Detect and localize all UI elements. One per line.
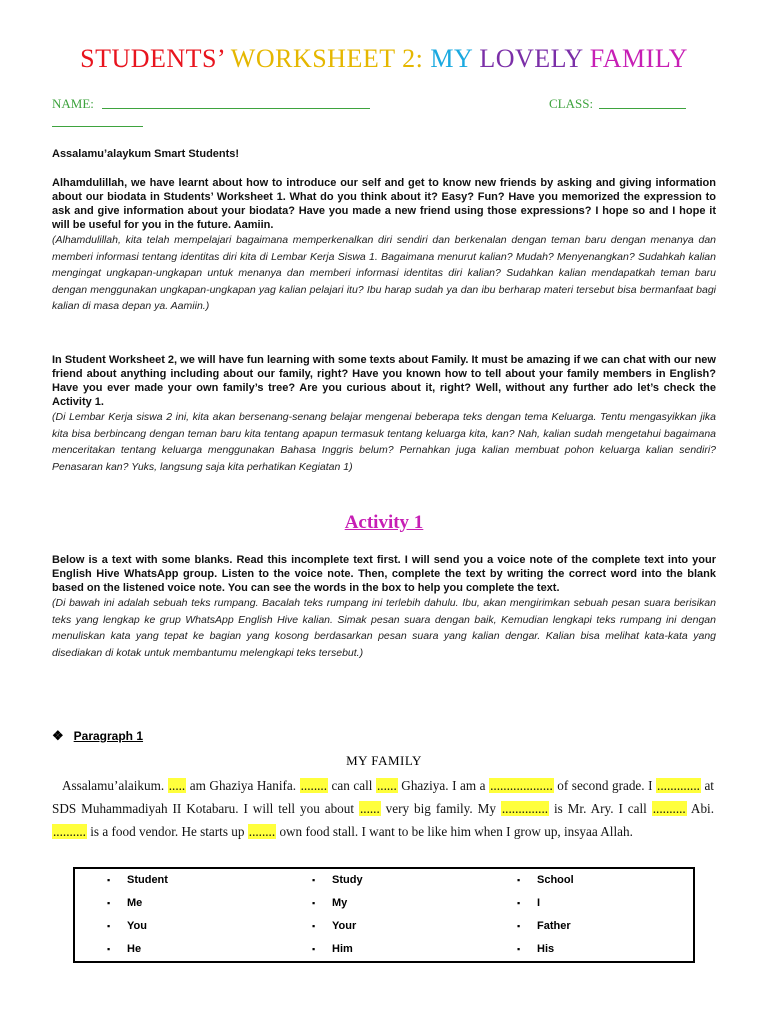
worksheet-title [0, 44, 768, 74]
story-text: Assalamu’alaikum. [62, 778, 168, 793]
intro-paragraph-1 [52, 176, 716, 315]
intro-p2-indonesian: (Di Lembar Kerja siswa 2 ini, kita akan bersenang-senang belajar mengenai beberapa teks dengan tema Keluarga. Tentu mengasyikkan jika kita bisa berbincang dengan teman baru kita tentang apapun termasuk tentang keluarga kita, kan? Nah, kalian sudah mengetahui bagaimana menceritakan tentang keluarga menggunakan Bahasa Inggris belum? Pernahkan juga kalian membuat pohon keluarga kalian sendiri? Penasaran kan? Yuks, langsung saja kita perhatikan Kegiatan 1) [52, 411, 716, 473]
square-bullet-icon: ▪ [107, 875, 111, 885]
story-text: own food stall. I want to be like him when I grow up, insyaa Allah. [276, 824, 633, 839]
square-bullet-icon: ▪ [107, 898, 111, 908]
activity-heading-text: Activity 1 [344, 512, 424, 533]
intro-p2-english: In Student Worksheet 2, we will have fun learning with some texts about Family. It must be amazing if we can chat with our new friend about anything including about our family, right? Have you known how to tell about your family members in English? Have you ever made your own family’s tree? Are you curious about it, right? Well, without any further ado let’s check the Activity 1. [52, 354, 716, 408]
word-option [312, 897, 347, 909]
name-line-continued[interactable] [52, 126, 143, 127]
word-option-label: His [537, 943, 555, 955]
word-option-label: School [537, 874, 574, 886]
word-option [517, 920, 571, 932]
square-bullet-icon: ▪ [312, 875, 316, 885]
word-option-label: Student [127, 874, 168, 886]
word-box [73, 867, 695, 963]
story-text: at SDS Muhammadiyah II Kotabaru. I will tell you about [52, 778, 714, 816]
word-option-label: Father [537, 920, 571, 932]
square-bullet-icon: ▪ [312, 898, 316, 908]
square-bullet-icon: ▪ [107, 921, 111, 931]
story-text: very big family. My [380, 801, 501, 816]
fill-in-blank[interactable]: .............. [501, 801, 549, 816]
fill-in-blank[interactable]: ........ [248, 824, 276, 839]
paragraph-1-heading [52, 728, 143, 744]
word-option-label: Me [127, 897, 143, 909]
square-bullet-icon: ▪ [517, 921, 521, 931]
story-text: of second grade. I [553, 778, 657, 793]
greeting-block [52, 147, 716, 161]
word-option [312, 943, 353, 955]
square-bullet-icon: ▪ [517, 898, 521, 908]
story-text: is a food vendor. He starts up [86, 824, 248, 839]
title-part-family: FAMILY [589, 44, 688, 73]
word-option [107, 943, 141, 955]
title-part-lovely: LOVELY [479, 44, 583, 73]
word-option-label: I [537, 897, 541, 909]
square-bullet-icon: ▪ [517, 944, 521, 954]
fill-in-blank[interactable]: ............. [657, 778, 700, 793]
story-title: MY FAMILY [346, 753, 422, 768]
intro-p1-indonesian: (Alhamdulillah, kita telah mempelajari bagaimana memperkenalkan diri sendiri dan berkenalan dengan teman baru dengan menanya dan memberi informasi tentang identitas diri kita di Lembar Kerja Siswa 1. Bagaimana menurut kalian? Mudah? Menyenangkan? Sudahkah kalian mengingat ungkapan-ungkapan untuk menanya dan memberi informasi identitas diri kalian? Sudahkan kalian mendapatkah teman baru dengan menggunakan ungkapan-ungkapan yag kalian pelajari itu? Ibu harap sudah ya dan ibu berharap materi tersebut bisa bermanfaat bagi kalian di masa depan ya. Aamiin.) [52, 234, 716, 312]
word-option-label: Study [332, 874, 363, 886]
story-text: is Mr. Ary. I call [549, 801, 652, 816]
fill-in-blank[interactable]: ...... [376, 778, 397, 793]
word-option-label: My [332, 897, 348, 909]
word-option-label: You [127, 920, 147, 932]
square-bullet-icon: ▪ [107, 944, 111, 954]
activity-heading [0, 512, 768, 534]
title-part-my: MY [430, 44, 473, 73]
word-option [517, 943, 554, 955]
fill-in-blank[interactable]: .......... [53, 824, 86, 839]
name-line[interactable] [102, 108, 370, 109]
story-text: Ghaziya. I am a [397, 778, 490, 793]
diamond-bullet-icon: ❖ [52, 728, 64, 743]
fill-in-blank[interactable]: ...... [359, 801, 380, 816]
fill-in-blank[interactable]: ........ [300, 778, 327, 793]
title-part-students: STUDENTS’ [80, 44, 225, 73]
class-label: CLASS: [549, 96, 594, 111]
word-option [517, 874, 574, 886]
activity-instructions [52, 553, 716, 661]
story-text: am Ghaziya Hanifa. [186, 778, 300, 793]
activity-instruction-indonesian: (Di bawah ini adalah sebuah teks rumpang. Bacalah teks rumpang ini terlebih dahulu. Ibu, akan mengirimkan sebuah pesan suara berisikan teks yang lengkap ke grup WhatsApp English Hive kalian. Simak pesan suara dengan baik, Kemudian lengkapi teks rumpang ini dengan menuliskan kata yang tepat ke bagian yang kosong berdasarkan pesan suara yang kalian dengar. Kalian bisa melihat kata-kata yang disediakan di kotak untuk membantumu melengkapi teks tersebut.) [52, 597, 716, 659]
square-bullet-icon: ▪ [312, 944, 316, 954]
title-part-worksheet: WORKSHEET [230, 44, 396, 73]
word-option [107, 920, 147, 932]
word-option [312, 920, 356, 932]
story-text: Abi. [686, 801, 714, 816]
word-option-label: Him [332, 943, 353, 955]
intro-p1-english: Alhamdulillah, we have learnt about how to introduce our self and get to know new friends by asking and giving information about our biodata in Students’ Worksheet 1. What do you think about it? Easy? Fun? Have you memorized the expression to ask and give information about your biodata? Have you made a new friend using those expressions? I hope so and I hope it will be useful for you in the future. Aamiin. [52, 177, 716, 231]
title-part-colon: : [415, 44, 424, 73]
story-text: can call [328, 778, 376, 793]
fill-in-blank[interactable]: .......... [652, 801, 686, 816]
word-option [107, 897, 142, 909]
square-bullet-icon: ▪ [517, 875, 521, 885]
word-option-label: He [127, 943, 142, 955]
paragraph-1-label: Paragraph 1 [73, 729, 144, 743]
square-bullet-icon: ▪ [312, 921, 316, 931]
cloze-story [52, 774, 714, 843]
fill-in-blank[interactable]: ................... [490, 778, 553, 793]
word-option [312, 874, 363, 886]
class-line[interactable] [599, 108, 686, 109]
fill-in-blank[interactable]: ..... [168, 778, 186, 793]
word-option [107, 874, 168, 886]
title-part-number: 2 [402, 44, 416, 73]
word-option [517, 897, 540, 909]
word-option-label: Your [332, 920, 357, 932]
intro-paragraph-2 [52, 353, 716, 475]
activity-instruction-english: Below is a text with some blanks. Read this incomplete text first. I will send you a voice note of the complete text into your English Hive WhatsApp group. Listen to the voice note. Then, complete the text by writing the correct word into the blank based on the listened voice note. You can see the words in the box to help you complete the text. [52, 554, 716, 594]
greeting-text: Assalamu’alaykum Smart Students! [52, 148, 240, 160]
name-label: NAME: [52, 96, 94, 111]
